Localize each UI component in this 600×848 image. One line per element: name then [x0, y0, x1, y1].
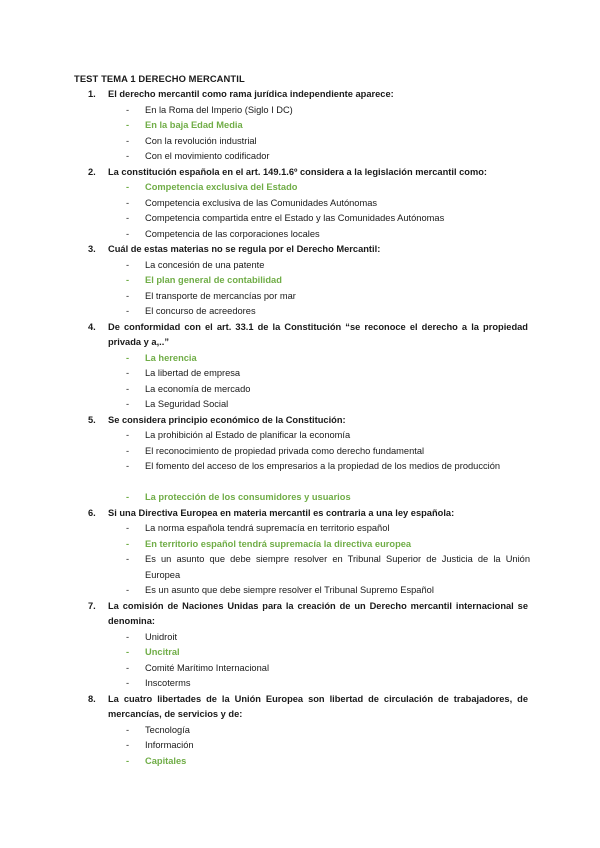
answer-option-correct: - Uncitral: [126, 647, 180, 657]
answer-option-correct: - El plan general de contabilidad: [126, 275, 282, 285]
answer-option-correct: - Competencia exclusiva del Estado: [126, 182, 298, 192]
question-6: [88, 506, 528, 522]
question-text: La constitución española en el art. 149.1.6º considera a la legislación mercantil como:: [108, 166, 488, 177]
answer-option: - La concesión de una patente: [126, 259, 265, 270]
question-text: La comisión de Naciones Unidas para la creación de un Derecho mercantil internacional se denomina:: [108, 600, 528, 626]
answer-option-correct: - En territorio español tendrá supremacía la directiva europea: [126, 538, 412, 549]
answer-option: - El fomento del acceso de los empresarios a la propiedad de los medios de producción: [126, 461, 501, 471]
document-title: TEST TEMA 1 DERECHO MERCANTIL: [74, 73, 245, 84]
question-1: [88, 87, 528, 103]
answer-option: - La economía de mercado: [126, 383, 251, 394]
answer-option-correct: - En la baja Edad Media: [126, 120, 243, 130]
answer-option: - Competencia exclusiva de las Comunidades Autónomas: [126, 197, 378, 208]
answer-option: - El reconocimiento de propiedad privada como derecho fundamental: [126, 445, 425, 456]
answer-option: - La norma española tendrá supremacía en territorio español: [126, 523, 390, 533]
answer-option: - Es un asunto que debe siempre resolver el Tribunal Supremo Español: [126, 585, 434, 595]
question-8: [88, 692, 528, 723]
answer-option: - Competencia compartida entre el Estado y las Comunidades Autónomas: [126, 213, 445, 223]
question-number: 3.: [88, 244, 96, 254]
question-2: [88, 165, 528, 181]
question-text: De conformidad con el art. 33.1 de la Constitución “se reconoce el derecho a la propiedad privada y a,..”: [108, 321, 528, 347]
answer-option: - La libertad de empresa: [126, 368, 241, 378]
question-number: 4.: [88, 321, 96, 332]
answer-option: - Con el movimiento codificador: [126, 151, 270, 161]
answer-option: - Es un asunto que debe siempre resolver en Tribunal Superior de Justicia de la Unión Europea: [126, 554, 530, 580]
question-number: 5.: [88, 414, 96, 425]
question-number: 7.: [88, 600, 96, 611]
question-number: 6.: [88, 507, 96, 518]
question-number: 1.: [88, 89, 96, 99]
answer-option: - Con la revolución industrial: [126, 135, 257, 146]
answer-option: - Tecnología: [126, 724, 190, 735]
question-number: 8.: [88, 693, 96, 704]
answer-option-correct: - La herencia: [126, 352, 197, 363]
answer-option: - Información: [126, 740, 194, 750]
question-3: [88, 242, 528, 258]
question-number: 2.: [88, 166, 96, 177]
answer-option: - Comité Marítimo Internacional: [126, 662, 270, 673]
answer-option: - El transporte de mercancías por mar: [126, 290, 296, 301]
question-7: [88, 599, 528, 630]
answer-option: - Competencia de las corporaciones locales: [126, 228, 320, 239]
answer-option: - La prohibición al Estado de planificar la economía: [126, 430, 351, 440]
question-text: El derecho mercantil como rama jurídica independiente aparece:: [108, 89, 394, 99]
question-4: [88, 320, 528, 351]
question-text: La cuatro libertades de la Unión Europea son libertad de circulación de trabajadores, de mercancías, de servicios y de:: [108, 693, 528, 719]
answer-option: - Inscoterms: [126, 678, 191, 688]
question-5: [88, 413, 528, 429]
answer-option: - Unidroit: [126, 631, 178, 642]
question-text: Se considera principio económico de la Constitución:: [108, 414, 346, 425]
question-text: Cuál de estas materias no se regula por el Derecho Mercantil:: [108, 244, 381, 254]
answer-option-correct: - La protección de los consumidores y usuarios: [126, 492, 351, 502]
answer-option: - La Seguridad Social: [126, 399, 229, 409]
question-text: Si una Directiva Europea en materia mercantil es contraria a una ley española:: [108, 507, 455, 518]
answer-option-correct: - Capitales: [126, 755, 187, 766]
answer-option: - El concurso de acreedores: [126, 306, 256, 316]
answer-option: - En la Roma del Imperio (Siglo I DC): [126, 104, 293, 115]
